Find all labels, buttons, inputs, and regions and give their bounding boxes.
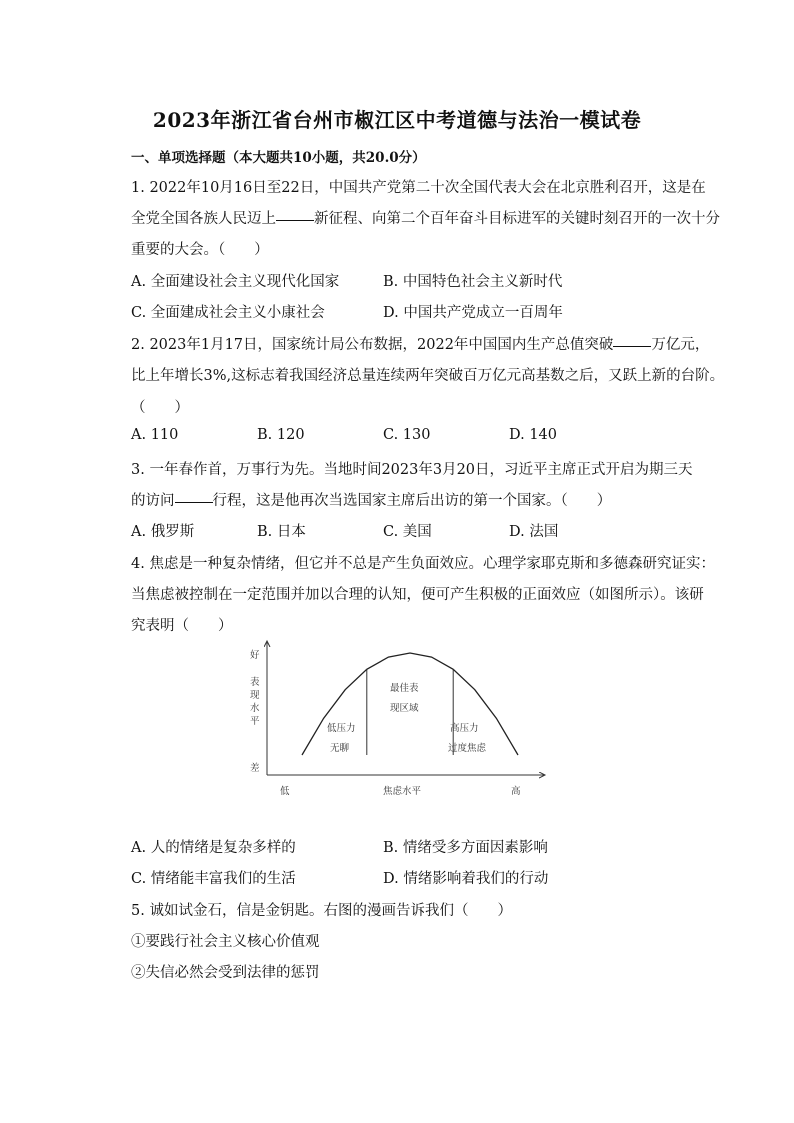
y-axis-label-2: 现 — [250, 690, 260, 701]
q5-statement-2: ②失信必然会受到法律的惩罚 — [131, 965, 320, 981]
q5-statement-1: ①要践行社会主义核心价值观 — [131, 934, 320, 950]
q4-line-3: 究表明（ ） — [131, 618, 233, 634]
y-axis-label-3: 水 — [250, 703, 260, 714]
section-heading: 一、单项选择题（本大题共10小题，共20.0分） — [131, 150, 426, 166]
q2-line-2: 比上年增长3%,这标志着我国经济总量连续两年突破百万亿元高基数之后，又跃上新的台阶。 — [131, 368, 725, 384]
q2-line-1a: 2. 2023年1月17日，国家统计局公布数据，2022年中国国内生产总值突破 — [131, 337, 614, 353]
region-high-line2: 过度焦虑 — [448, 743, 487, 754]
q3-option-d: D. 法国 — [509, 524, 559, 540]
q1-line-1: 1. 2022年10月16日至22日，中国共产党第二十次全国代表大会在北京胜利召开，这是在 — [131, 180, 706, 196]
q3-blank — [175, 501, 213, 503]
y-axis-label-1: 表 — [250, 677, 260, 688]
q2-line-1b: 万亿元， — [651, 337, 710, 353]
region-optimal-line2: 现区域 — [390, 703, 419, 714]
q1-option-a: A. 全面建设社会主义现代化国家 — [131, 274, 340, 290]
q2-option-a: A. 110 — [131, 427, 179, 443]
q4-option-a: A. 人的情绪是复杂多样的 — [131, 840, 296, 856]
q2-option-d: D. 140 — [509, 427, 558, 443]
q2-option-b: B. 120 — [257, 427, 305, 443]
q1-line-2b: 新征程、向第二个百年奋斗目标进军的关键时刻召开的一次十分 — [314, 211, 720, 227]
q4-line-1: 4. 焦虑是一种复杂情绪，但它并不总是产生负面效应。心理学家耶克斯和多德森研究证实： — [131, 556, 715, 572]
q1-line-2 — [131, 207, 720, 228]
q4-option-d: D. 情绪影响着我们的行动 — [383, 871, 549, 887]
x-tick-high: 高 — [511, 786, 521, 797]
page-title: 2023年浙江省台州市椒江区中考道德与法治一模试卷 — [152, 108, 642, 132]
region-low-line2: 无聊 — [330, 743, 350, 754]
q4-line-2: 当焦虑被控制在一定范围并加以合理的认知，便可产生积极的正面效应（如图所示）。该研 — [131, 587, 704, 603]
q3-option-b: B. 日本 — [257, 524, 306, 540]
q1-line-2a: 全党全国各族人民迈上 — [131, 211, 276, 227]
q2-option-c: C. 130 — [383, 427, 431, 443]
q1-line-3: 重要的大会。（ ） — [131, 242, 269, 258]
q1-option-b: B. 中国特色社会主义新时代 — [383, 274, 563, 290]
region-high-line1: 高压力 — [450, 723, 479, 734]
q3-line-2 — [131, 489, 611, 510]
y-axis-label-4: 平 — [250, 716, 260, 727]
q2-blank — [613, 345, 651, 347]
region-low-line1: 低压力 — [327, 723, 356, 734]
x-tick-low: 低 — [280, 786, 290, 797]
q4-option-b: B. 情绪受多方面因素影响 — [383, 840, 548, 856]
q3-option-c: C. 美国 — [383, 524, 432, 540]
region-optimal-line1: 最佳表 — [390, 683, 419, 694]
q2-line-3: （ ） — [131, 400, 189, 416]
q3-option-a: A. 俄罗斯 — [131, 524, 195, 540]
q1-option-d: D. 中国共产党成立一百周年 — [383, 305, 563, 321]
anxiety-performance-chart — [240, 635, 555, 805]
q3-line-1: 3. 一年春作首，万事行为先。当地时间2023年3月20日，习近平主席正式开启为期三天 — [131, 462, 693, 478]
y-tick-good: 好 — [250, 650, 260, 661]
q2-line-1 — [131, 333, 709, 354]
q3-line-2b: 行程，这是他再次当选国家主席后出访的第一个国家。（ ） — [212, 493, 612, 509]
q1-blank — [276, 219, 314, 221]
q4-option-c: C. 情绪能丰富我们的生活 — [131, 871, 296, 887]
q3-line-2a: 的访问 — [131, 493, 175, 509]
q5-line-1: 5. 诚如试金石，信是金钥匙。右图的漫画告诉我们（ ） — [131, 903, 512, 919]
x-axis-label: 焦虑水平 — [383, 786, 422, 797]
y-tick-poor: 差 — [250, 763, 260, 774]
q1-option-c: C. 全面建成社会主义小康社会 — [131, 305, 325, 321]
